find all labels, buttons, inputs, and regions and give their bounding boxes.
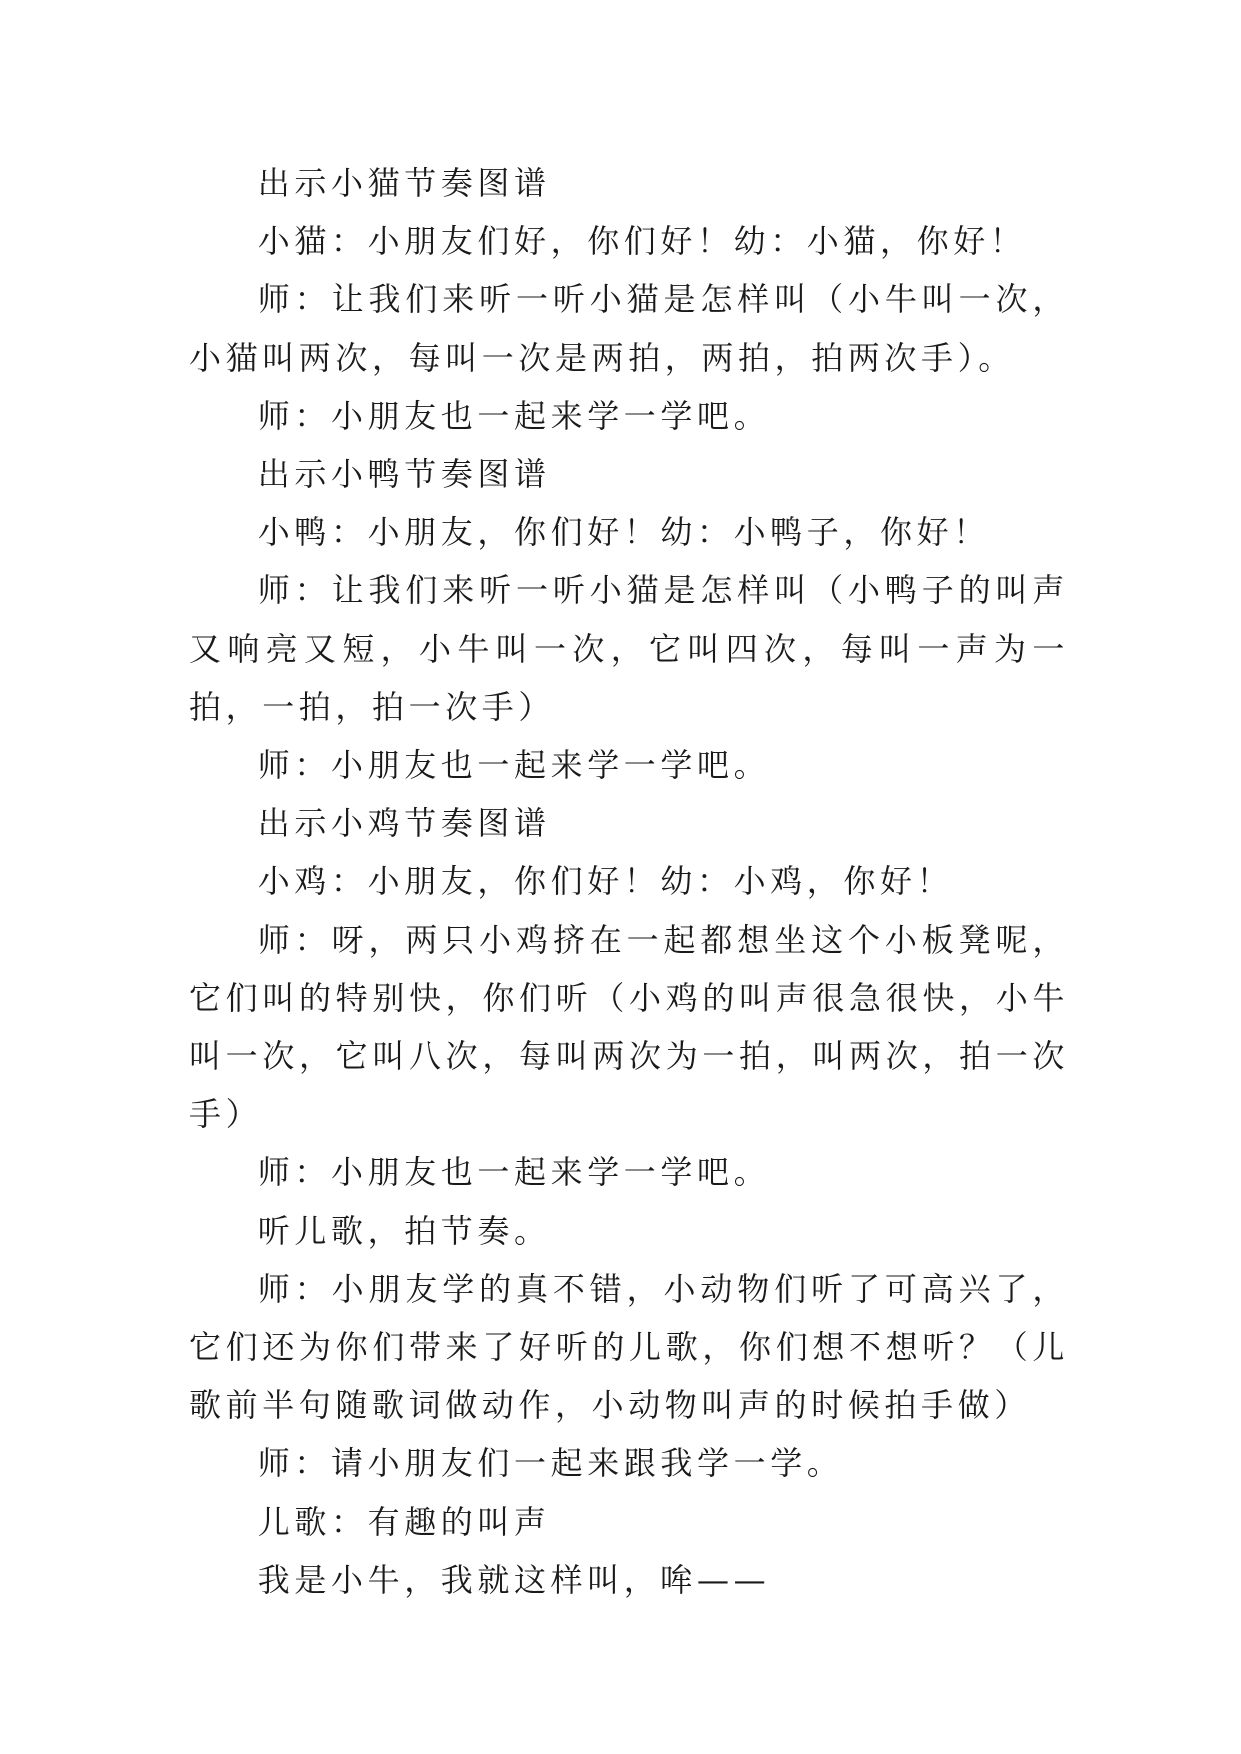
paragraph-chick-rhythm-title: 出示小鸡节奏图谱 [257, 804, 551, 843]
paragraph-cat-teacher-explain: 师：让我们来听一听小猫是怎样叫（小牛叫一次，小猫叫两次，每叫一次是两拍，两拍，拍两次手）。 [189, 280, 1069, 377]
paragraph-song-title: 儿歌：有趣的叫声 [257, 1502, 551, 1541]
document-body [189, 154, 1069, 1609]
paragraph-cat-rhythm-title: 出示小猫节奏图谱 [257, 164, 551, 202]
paragraph-duck-greeting: 小鸭：小朋友，你们好！幼：小鸭子，你好！ [257, 513, 990, 552]
paragraph-duck-practice: 师：小朋友也一起来学一学吧。 [257, 746, 771, 785]
paragraph-song-intro: 师：小朋友学的真不错，小动物们听了可高兴了，它们还为你们带来了好听的儿歌，你们想不想听？（儿歌前半句随歌词做动作，小动物叫声的时候拍手做） [189, 1269, 1069, 1425]
paragraph-duck-teacher-explain: 师：让我们来听一听小猫是怎样叫（小鸭子的叫声又响亮又短，小牛叫一次，它叫四次，每叫一声为一拍，一拍，拍一次手） [189, 571, 1069, 726]
paragraph-learn-together: 师：请小朋友们一起来跟我学一学。 [257, 1444, 844, 1483]
paragraph-song-line-1: 我是小牛，我就这样叫，哞—— [257, 1560, 771, 1599]
paragraph-chick-greeting: 小鸡：小朋友，你们好！幼：小鸡，你好！ [257, 862, 954, 901]
paragraph-cat-practice: 师：小朋友也一起来学一学吧。 [257, 396, 771, 435]
paragraph-chick-teacher-explain: 师：呀，两只小鸡挤在一起都想坐这个小板凳呢，它们叫的特别快，你们听（小鸡的叫声很急很快，小牛叫一次，它叫八次，每叫两次为一拍，叫两次，拍一次手） [189, 920, 1069, 1134]
paragraph-listen-song: 听儿歌，拍节奏。 [257, 1211, 551, 1250]
paragraph-chick-practice: 师：小朋友也一起来学一学吧。 [257, 1153, 771, 1192]
paragraph-cat-greeting: 小猫：小朋友们好，你们好！幼：小猫，你好！ [257, 222, 1027, 261]
paragraph-duck-rhythm-title: 出示小鸭节奏图谱 [257, 455, 551, 494]
